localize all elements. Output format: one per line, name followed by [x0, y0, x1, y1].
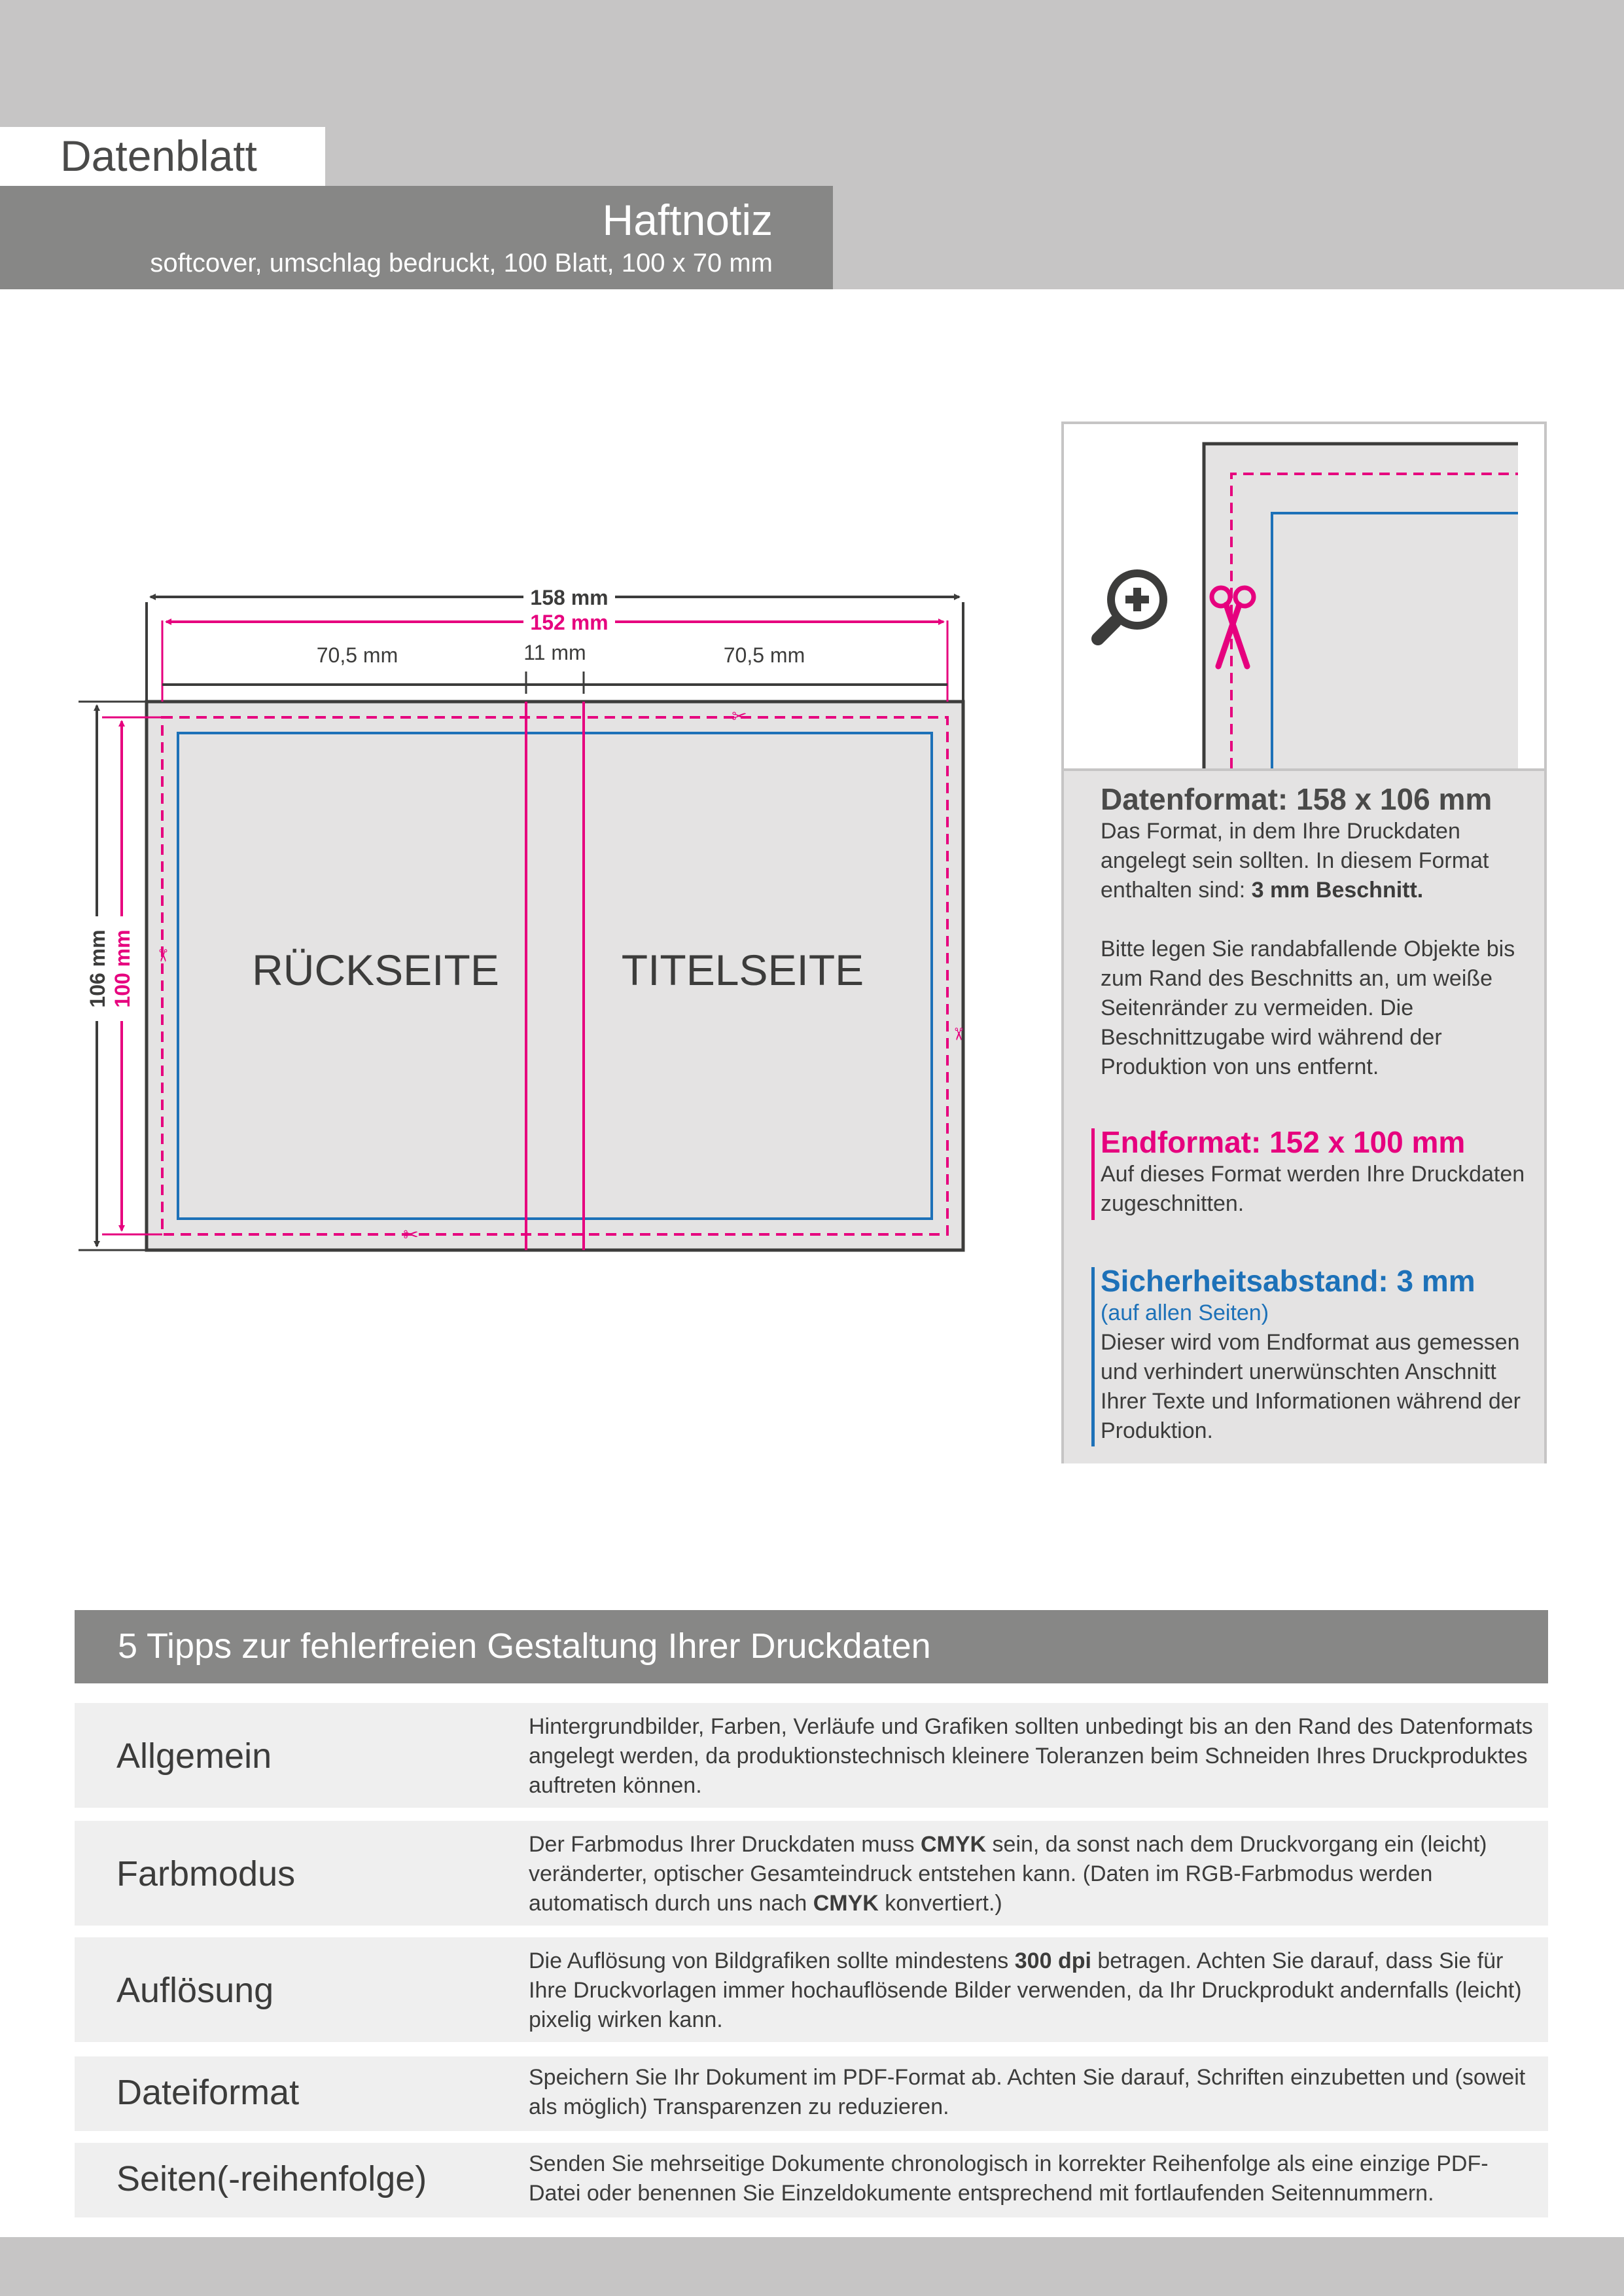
- tip-label: Allgemein: [116, 1736, 272, 1776]
- zoom-detail: [1064, 424, 1544, 768]
- data-format-text: [1101, 817, 1532, 905]
- footer-band: [0, 2237, 1624, 2296]
- tip-row: [75, 1937, 1548, 2042]
- tip-row: [75, 1821, 1548, 1926]
- front-page-label: TITELSEITE: [621, 946, 864, 994]
- end-format-text: Auf dieses Format werden Ihre Druckdaten zugeschnitten.: [1101, 1162, 1525, 1216]
- scissors-icon: ✂: [403, 1225, 419, 1245]
- scissors-icon: ✂: [153, 948, 173, 963]
- product-title-box: [0, 186, 833, 289]
- tip-text-bold: CMYK: [920, 1832, 987, 1857]
- end-format-title: Endformat: 152 x 100 mm: [1101, 1125, 1466, 1159]
- info-text-area: [1064, 768, 1544, 1463]
- back-page-label: RÜCKSEITE: [252, 946, 499, 994]
- tip-text-bold: CMYK: [813, 1891, 879, 1916]
- datasheet-label-box: [0, 127, 325, 186]
- tip-label: Seiten(-reihenfolge): [116, 2159, 427, 2198]
- tip-label: Dateiformat: [116, 2073, 300, 2112]
- zoom-plus-icon: [1098, 569, 1167, 639]
- width-total-label: 158 mm: [530, 586, 609, 609]
- end-format-bar: [1091, 1128, 1095, 1220]
- tip-text: [529, 1830, 1536, 1918]
- format-diagram: [65, 563, 995, 1270]
- height-total-label: 106 mm: [86, 929, 109, 1008]
- safety-bar: [1091, 1267, 1095, 1446]
- tip-text-part: Der Farbmodus Ihrer Druckdaten muss: [529, 1832, 921, 1857]
- tip-row: [75, 2056, 1548, 2131]
- data-format-text-1: Das Format, in dem Ihre Druckdaten angelegt sein sollten. In diesem Format enthalten sind:: [1101, 819, 1489, 903]
- product-subtitle: softcover, umschlag bedruckt, 100 Blatt, 100 x 70 mm: [150, 249, 773, 278]
- info-box: [1061, 422, 1547, 1463]
- spine-width-label: 11 mm: [523, 641, 586, 664]
- safety-text: Dieser wird vom Endformat aus gemessen und verhindert unerwünschten Anschnitt Ihrer Texte und Informationen während der Produktion.: [1101, 1330, 1521, 1443]
- tip-text-bold: 300 dpi: [1014, 1948, 1091, 1973]
- left-panel-width-label: 70,5 mm: [316, 643, 398, 667]
- corner-zoom-diagram: [1064, 424, 1544, 768]
- data-format-text-2: Bitte legen Sie randabfallende Objekte bis zum Rand des Beschnitts an, um weiße Seitenränder zu vermeiden. Die Beschnittzugabe wird während der Produktion von uns entfernt.: [1101, 937, 1515, 1079]
- product-title: Haftnotiz: [602, 196, 773, 244]
- tips-heading-bar: [75, 1610, 1548, 1683]
- data-format-bold: 3 mm Beschnitt.: [1251, 878, 1424, 903]
- data-format-title: Datenformat: 158 x 106 mm: [1101, 782, 1492, 816]
- safety-title: Sicherheitsabstand: 3 mm: [1101, 1264, 1475, 1298]
- tip-text: Hintergrundbilder, Farben, Verläufe und Grafiken sollten unbedingt bis an den Rand des Datenformats angelegt werden, da produktionstechnisch kleinere Toleranzen beim Schneiden Ihres Druckproduktes auftreten können.: [529, 1714, 1533, 1798]
- tip-text: Senden Sie mehrseitige Dokumente chronologisch in korrekter Reihenfolge als eine einzige PDF-Datei oder benennen Sie Einzeldokumente entsprechend mit fortlaufenden Seitennummern.: [529, 2151, 1489, 2206]
- width-final-label: 152 mm: [530, 611, 609, 634]
- tip-text-part: betragen. Achten Sie darauf, dass Sie für Ihre Druckvorlagen immer hochauflösende Bilder verwenden, da Ihr Druckprodukt andernfalls (leicht) pixelig wirken kann.: [529, 1948, 1522, 2032]
- tip-label: Auflösung: [116, 1971, 274, 2010]
- datasheet-label: Datenblatt: [60, 132, 257, 180]
- data-format-section: [1101, 781, 1532, 1082]
- tip-row: [75, 2143, 1548, 2217]
- tip-text-part: konvertiert.): [878, 1891, 1002, 1916]
- safety-section: [1101, 1263, 1532, 1446]
- tip-text: Speichern Sie Ihr Dokument im PDF-Format ab. Achten Sie darauf, Schriften einzubetten und (soweit als möglich) Transparenzen zu reduzieren.: [529, 2065, 1526, 2119]
- tips-heading: 5 Tipps zur fehlerfreien Gestaltung Ihrer Druckdaten: [118, 1626, 931, 1666]
- scissors-icon: ✂: [732, 706, 747, 726]
- tip-row: [75, 1703, 1548, 1808]
- end-format-section: [1101, 1124, 1532, 1219]
- scissors-icon: ✂: [949, 1027, 968, 1041]
- tip-label: Farbmodus: [116, 1854, 296, 1893]
- tip-text-part: Die Auflösung von Bildgrafiken sollte mindestens: [529, 1948, 1015, 1973]
- tip-text-part: sein, da sonst nach dem Druckvorgang ein (leicht) veränderter, optischer Gesamteindruck entstehen kann. (Daten im RGB-Farbmodus werden automatisch durch uns nach: [529, 1832, 1487, 1916]
- tip-text: [529, 1946, 1536, 2035]
- safety-subtitle: (auf allen Seiten): [1101, 1300, 1269, 1325]
- height-final-label: 100 mm: [111, 929, 134, 1008]
- right-panel-width-label: 70,5 mm: [723, 643, 805, 667]
